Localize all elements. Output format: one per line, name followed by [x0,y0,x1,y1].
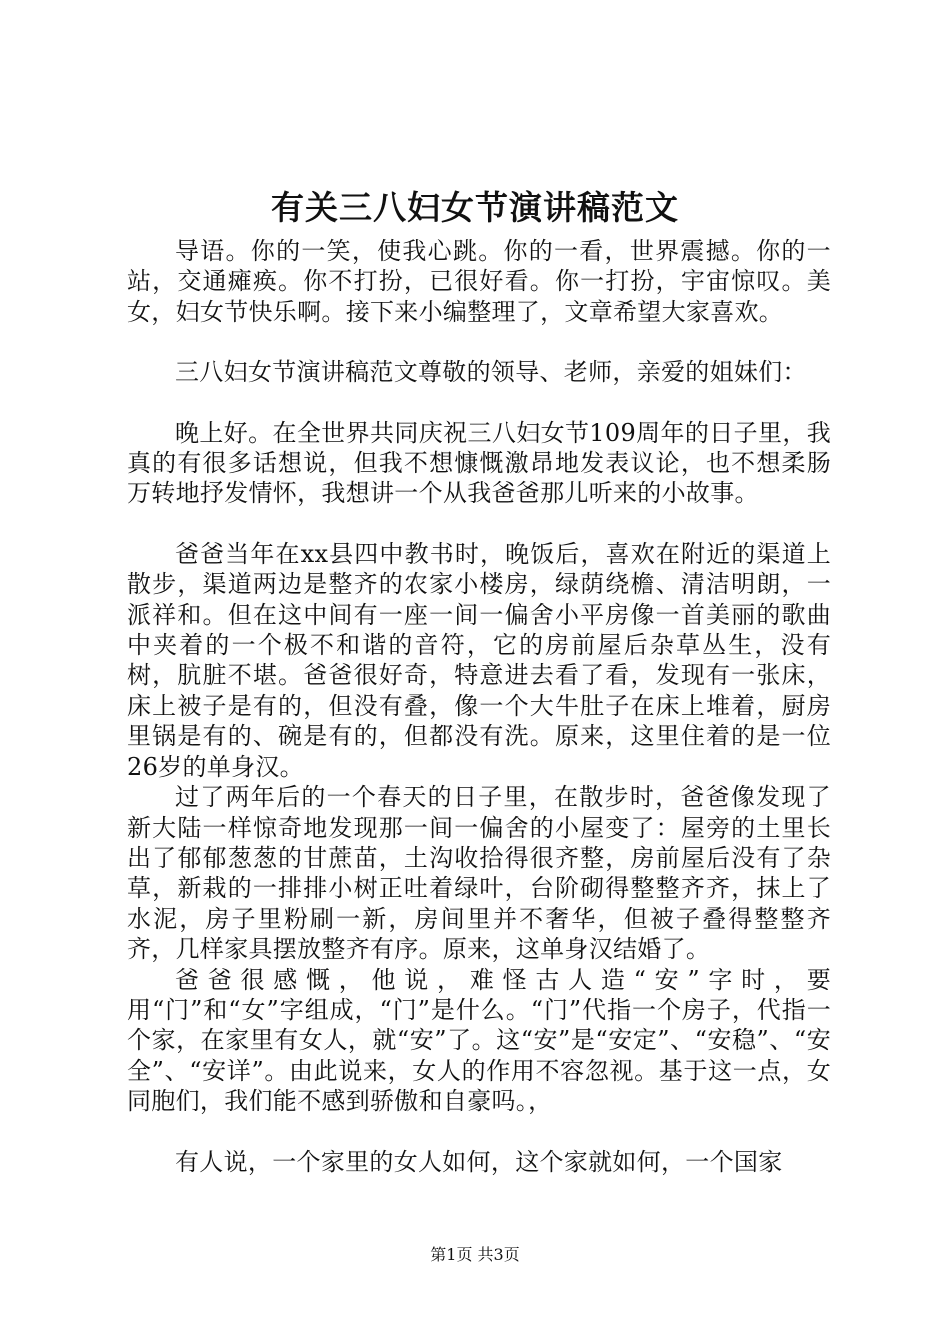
paragraph-reflection: 爸爸很感慨，他说，难怪古人造“安”字时，要用“门”和“女”字组成，“门”是什么。“门”代指一个房子，代指一个家，在家里有女人，就“安”了。这“安”是“安定”、“安稳”、“安全”、“安详”。由此说来，女人的作用不容忽视。基于这一点，女同胞们，我们能不感到骄傲和自豪吗。， [127,965,831,1116]
paragraph-change: 过了两年后的一个春天的日子里，在散步时，爸爸像发现了新大陆一样惊奇地发现那一间一偏舍的小屋变了：屋旁的土里长出了郁郁葱葱的甘蔗苗，土沟收拾得很齐整，房前屋后没有了杂草，新栽的一排排小树正吐着绿叶，台阶砌得整整齐齐，抹上了水泥，房子里粉刷一新，房间里并不奢华，但被子叠得整整齐齐，几样家具摆放整齐有序。原来，这单身汉结婚了。 [127,783,831,964]
paragraph-closing: 有人说，一个家里的女人如何，这个家就如何，一个国家 [175,1147,783,1176]
paragraph-intro: 导语。你的一笑，使我心跳。你的一看，世界震撼。你的一站，交通瘫痪。你不打扮，已很好看。你一打扮，宇宙惊叹。美女，妇女节快乐啊。接下来小编整理了，文章希望大家喜欢。 [127,237,831,326]
document-title: 有关三八妇女节演讲稿范文 [271,188,679,227]
paragraph-opening: 晚上好。在全世界共同庆祝三八妇女节109周年的日子里，我真的有很多话想说，但我不想慷慨激昂地发表议论，也不想柔肠万转地抒发情怀，我想讲一个从我爸爸那儿听来的小故事。 [127,418,831,508]
document-body [127,236,831,1177]
paragraph-greeting: 三八妇女节演讲稿范文尊敬的领导、老师，亲爱的姐妹们： [175,358,807,387]
page-number: 第1页 共3页 [430,1245,520,1264]
paragraph-story: 爸爸当年在xx县四中教书时，晚饭后，喜欢在附近的渠道上散步，渠道两边是整齐的农家小楼房，绿荫绕檐、清洁明朗，一派祥和。但在这中间有一座一间一偏舍小平房像一首美丽的歌曲中夹着的一个极不和谐的音符，它的房前屋后杂草丛生，没有树，肮脏不堪。爸爸很好奇，特意进去看了看，发现有一张床，床上被子是有的，但没有叠，像一个大牛肚子在床上堆着，厨房里锅是有的、碗是有的，但都没有洗。原来，这里住着的是一位26岁的单身汉。 [127,539,831,781]
